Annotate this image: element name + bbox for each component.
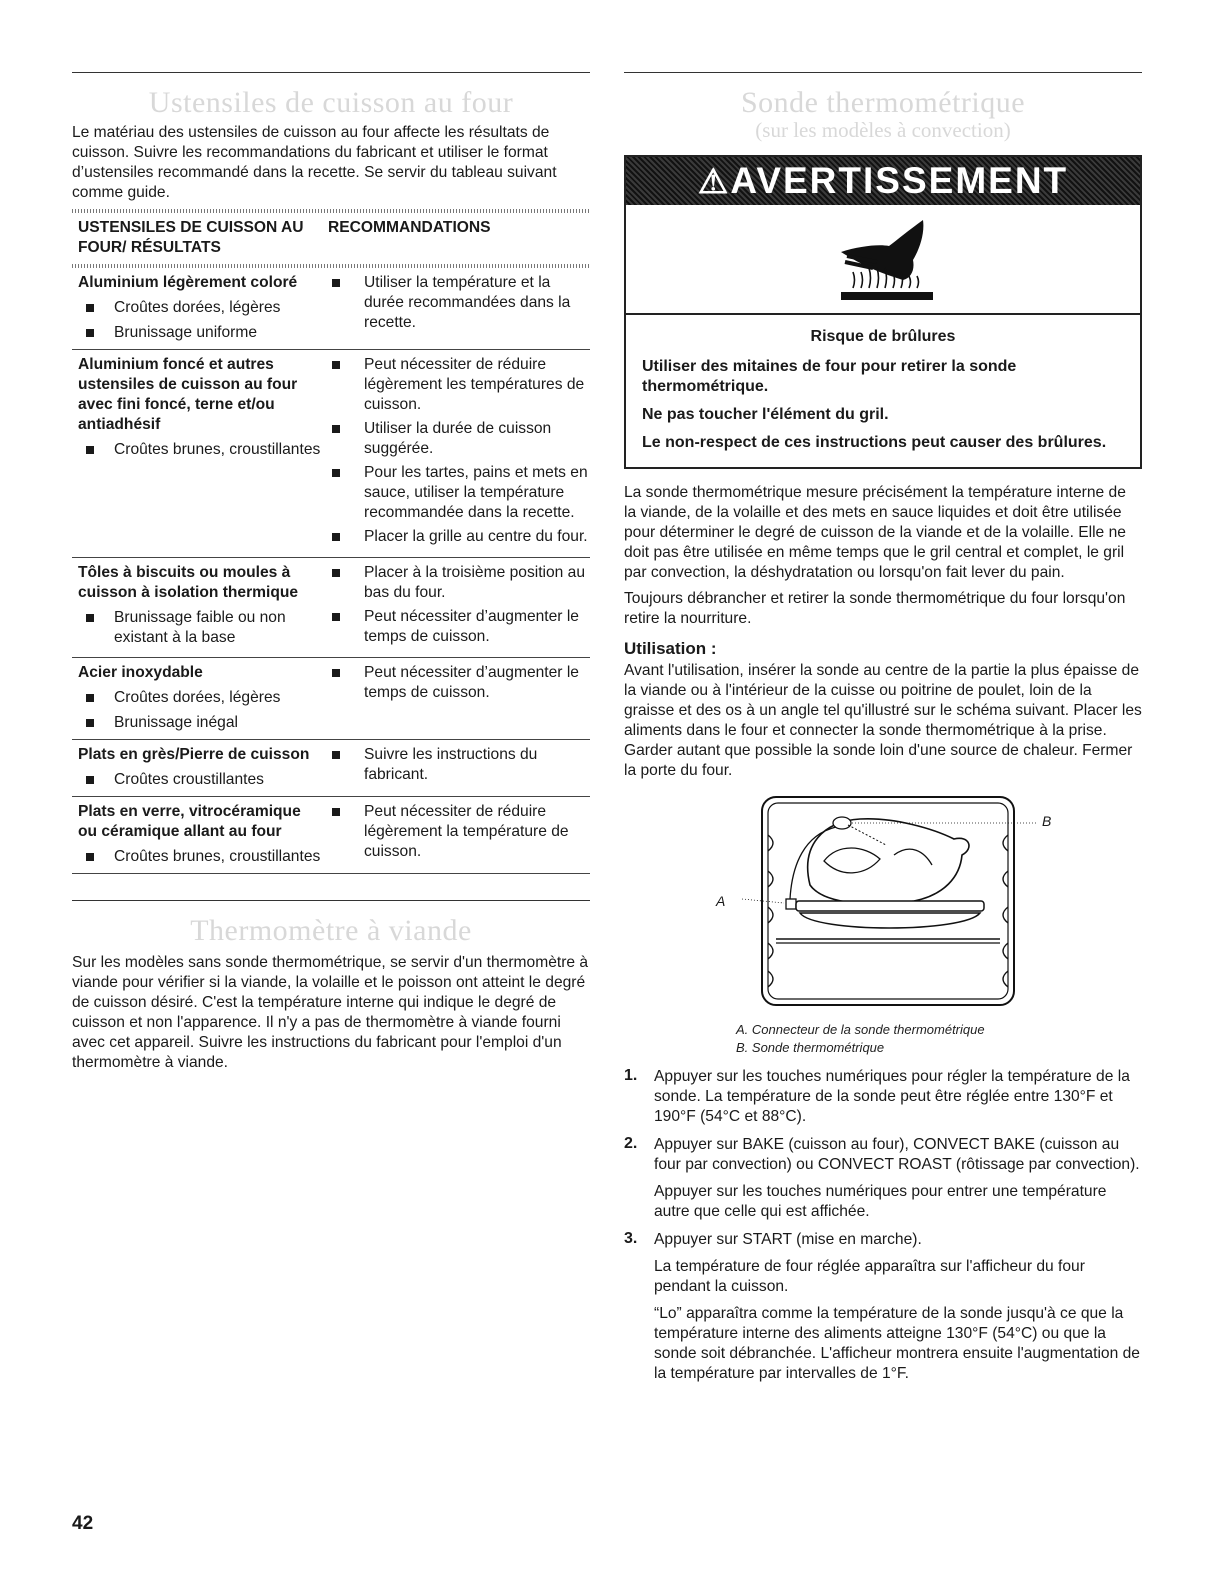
left-column: [72, 72, 590, 1073]
table-row: [72, 797, 590, 874]
cookware-section-title: Ustensiles de cuisson au four: [148, 86, 514, 119]
oven-probe-diagram: [624, 795, 1142, 1011]
probe-section-subtitle: (sur les modèles à convection): [755, 118, 1011, 142]
probe-para-1: La sonde thermométrique mesure précisément la température interne de la viande, de la volaille et des mets en sauce liquides et doit être utilisée pour déterminer le degré de cuisson de la viande et de la volaille. Elle ne doit pas être utilisée en même temps que le gril central et complet, le gril par convection, la déshydratation ou lorsqu'on fait lever du pain.: [624, 484, 1126, 581]
caption-a: A. Connecteur de la sonde thermométrique: [736, 1022, 985, 1037]
warning-box: [624, 155, 1142, 469]
usage-heading: Utilisation :: [624, 639, 717, 658]
top-rule: [72, 72, 590, 73]
table-header-recommendations: RECOMMANDATIONS: [328, 219, 491, 236]
step-text: Appuyer sur les touches numériques pour régler la température de la sonde. La température de la sonde peut être réglée entre 130°F et 190°F (54°C et 88°C).: [654, 1068, 1130, 1125]
recommendation-cell: [328, 658, 590, 740]
recommendation-item: Peut nécessiter de réduire légèrement la température de cuisson.: [328, 802, 590, 862]
recommendation-cell: [328, 558, 590, 658]
warning-line: Le non-respect de ces instructions peut causer des brûlures.: [642, 434, 1107, 451]
page-number: 42: [72, 1513, 94, 1534]
right-column: [624, 72, 1142, 1384]
step-note: [624, 1304, 1142, 1384]
figure-label-a: A: [716, 893, 726, 909]
step-text: Appuyer sur START (mise en marche).: [654, 1231, 922, 1248]
cookware-cell: [72, 268, 328, 350]
meat-thermometer-body: Sur les modèles sans sonde thermométrique, se servir d'un thermomètre à viande pour vérifier si la viande, la volaille et le poisson ont atteint le degré de cuisson désiré. C'est la température interne qui indique le degré de cuisson et non l'apparence. Il n'y a pas de thermomètre à viande fourni avec cet appareil. Suivre les instructions du fabricant pour l'emploi d'un thermomètre à viande.: [72, 954, 589, 1071]
cookware-name: Aluminium légèrement coloré: [78, 274, 298, 291]
recommendation-cell: [328, 350, 590, 558]
warning-line: Ne pas toucher l'élément du gril.: [642, 406, 889, 423]
top-rule-right: [624, 72, 1142, 73]
recommendation-cell: [328, 268, 590, 350]
figure-captions: [624, 1021, 1142, 1057]
result-item: Brunissage faible ou non existant à la base: [78, 608, 322, 648]
result-item: Croûtes croustillantes: [78, 770, 322, 790]
cookware-table-body: [72, 268, 590, 874]
step-number: 3.: [624, 1230, 638, 1247]
table-row: [72, 350, 590, 558]
step-number: 2.: [624, 1135, 638, 1152]
hot-surface-hand-icon: [823, 216, 943, 302]
recommendation-item: Peut nécessiter d’augmenter le temps de cuisson.: [328, 663, 590, 703]
recommendation-item: Utiliser la température et la durée recommandées dans la recette.: [328, 273, 590, 333]
warning-header: [626, 157, 1140, 205]
warning-triangle-icon: ⚠: [697, 163, 731, 201]
thermo-rule: [72, 900, 590, 901]
table-row: [72, 658, 590, 740]
recommendation-cell: [328, 797, 590, 874]
probe-figure: [624, 795, 1142, 1011]
result-item: Croûtes brunes, croustillantes: [78, 440, 322, 460]
cookware-name: Tôles à biscuits ou moules à cuisson à isolation thermique: [78, 564, 299, 601]
recommendation-item: Utiliser la durée de cuisson suggérée.: [328, 419, 590, 459]
step-text: “Lo” apparaîtra comme la température de la sonde jusqu'à ce que la température interne des aliments atteigne 130°F (54°C) ou que la sonde soit débranchée. L'afficheur montrera ensuite l'augmentation de la température par intervalles de 1°F.: [654, 1305, 1140, 1382]
step-text: Appuyer sur BAKE (cuisson au four), CONVECT BAKE (cuisson au four par convection) ou CONVECT ROAST (rôtissage par convection).: [654, 1136, 1140, 1173]
numbered-step: [624, 1230, 1142, 1250]
result-item: Croûtes dorées, légères: [78, 688, 322, 708]
cookware-cell: [72, 797, 328, 874]
table-row: [72, 740, 590, 797]
usage-body: Avant l'utilisation, insérer la sonde au centre de la partie la plus épaisse de la viande ou à l'intérieur de la cuisse ou poitrine de poulet, loin de la graisse et des os à un angle tel qu'illustré sur le schéma suivant. Placer les aliments dans le four et connecter la sonde thermométrique à la prise. Garder autant que possible la sonde loin d'une source de chaleur. Fermer la porte du four.: [624, 662, 1142, 779]
meat-thermometer-title: Thermomètre à viande: [190, 914, 472, 947]
cookware-name: Plats en grès/Pierre de cuisson: [78, 746, 310, 763]
warning-risk: Risque de brûlures: [810, 328, 956, 345]
recommendation-cell: [328, 740, 590, 797]
cookware-cell: [72, 558, 328, 658]
warning-body: [626, 315, 1140, 467]
cookware-name: Aluminium foncé et autres ustensiles de cuisson au four avec fini foncé, terne et/ou antiadhésif: [78, 356, 298, 433]
cookware-name: Acier inoxydable: [78, 664, 203, 681]
caption-b: B. Sonde thermométrique: [736, 1040, 885, 1055]
burn-hazard-area: [626, 205, 1140, 315]
step-text: La température de four réglée apparaîtra sur l'afficheur du four pendant la cuisson.: [654, 1258, 1085, 1295]
step-note: [624, 1182, 1142, 1222]
warning-header-text: AVERTISSEMENT: [730, 160, 1069, 201]
step-note: [624, 1257, 1142, 1297]
step-text: Appuyer sur les touches numériques pour entrer une température autre que celle qui est affichée.: [654, 1183, 1107, 1220]
cookware-cell: [72, 658, 328, 740]
recommendation-item: Suivre les instructions du fabricant.: [328, 745, 590, 785]
recommendation-item: Placer à la troisième position au bas du four.: [328, 563, 590, 603]
step-number: 1.: [624, 1067, 638, 1084]
cookware-table: [72, 213, 590, 264]
recommendation-item: Placer la grille au centre du four.: [328, 527, 590, 547]
numbered-step: [624, 1135, 1142, 1175]
cookware-name: Plats en verre, vitrocéramique ou céramique allant au four: [78, 803, 301, 840]
recommendation-item: Peut nécessiter d’augmenter le temps de cuisson.: [328, 607, 590, 647]
cookware-intro: Le matériau des ustensiles de cuisson au four affecte les résultats de cuisson. Suivre les recommandations du fabricant et utiliser le format d’ustensiles recommandé dans la recette. Se servir du tableau suivant comme guide.: [72, 124, 557, 201]
result-item: Brunissage inégal: [78, 713, 322, 733]
result-item: Croûtes brunes, croustillantes: [78, 847, 322, 867]
warning-line: Utiliser des mitaines de four pour retirer la sonde thermométrique.: [642, 358, 1017, 395]
numbered-step: [624, 1067, 1142, 1127]
cookware-cell: [72, 740, 328, 797]
recommendation-item: Pour les tartes, pains et mets en sauce, utiliser la température recommandée dans la recette.: [328, 463, 590, 523]
result-item: Brunissage uniforme: [78, 323, 322, 343]
cookware-cell: [72, 350, 328, 558]
recommendation-item: Peut nécessiter de réduire légèrement les températures de cuisson.: [328, 355, 590, 415]
steps-list: [624, 1067, 1142, 1384]
probe-section-title: Sonde thermométrique: [740, 86, 1026, 119]
table-header-cookware: USTENSILES DE CUISSON AU FOUR/ RÉSULTATS: [78, 219, 304, 256]
result-item: Croûtes dorées, légères: [78, 298, 322, 318]
table-row: [72, 268, 590, 350]
figure-label-b: B: [1042, 813, 1052, 829]
table-bottom-border: [72, 874, 590, 875]
table-row: [72, 558, 590, 658]
probe-para-2: Toujours débrancher et retirer la sonde thermométrique du four lorsqu'on retire la nourriture.: [624, 590, 1126, 627]
